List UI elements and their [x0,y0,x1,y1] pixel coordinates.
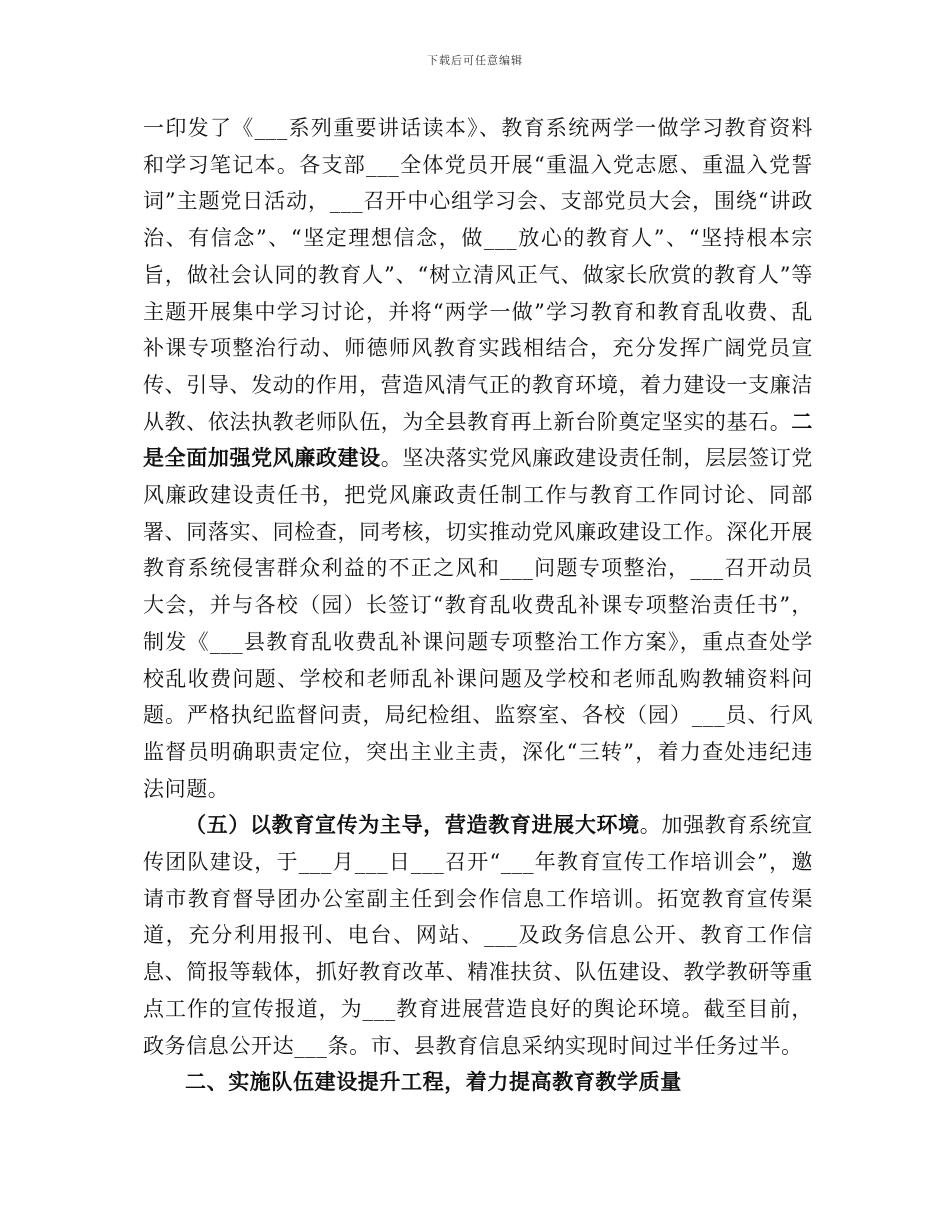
paragraph-text: 。加强教育系统宣传团队建设，于___月___日___召开“___年教育宣传工作培训会”，邀请市教育督导团办公室副主任到会作信息工作培训。拓宽教育宣传渠道，充分利用报刊、电台、网站、___及政务信息公开、教育工作信息、简报等载体，抓好教育改革、精准扶贫、队伍建设、教学教研等重点工作的宣传报道，为___教育进展营造良好的舆论环境。截至目前，政务信息公开达___条。市、县教育信息采纳实现时间过半任务过半。 [143,813,813,1058]
page-header: 下载后可任意编辑 [427,54,523,67]
paragraph-education-publicity [143,807,813,1064]
document-body [143,110,813,1101]
paragraph-party-building [143,110,813,807]
section-heading-two: 二、实施队伍建设提升工程，着力提高教育教学质量 [185,1069,682,1095]
paragraph-text: 一印发了《___系列重要讲话读本》、教育系统两学一做学习教育资料和学习笔记本。各支部___全体党员开展“重温入党志愿、重温入党誓词”主题党日活动，___召开中心组学习会、支部党员大会，围绕“讲政治、有信念”、“坚定理想信念，做___放心的教育人”、“坚持根本宗旨，做社会认同的教育人”、“树立清风正气、做家长欣赏的教育人”等主题开展集中学习讨论，并将“两学一做”学习教育和教育乱收费、乱补课专项整治行动、师德师风教育实践相结合，充分发挥广阔党员宣传、引导、发动的作用，营造风清气正的教育环境，着力建设一支廉洁从教、依法执教老师队伍，为全县教育再上新台阶奠定坚实的基石。 [143,116,813,434]
bold-subheading: 二是全面加强党风廉政建设 [143,408,813,471]
paragraph-text-continued: 。坚决落实党风廉政建设责任制，层层签订党风廉政建设责任书，把党风廉政责任制工作与教育工作同讨论、同部署、同落实、同检查，同考核，切实推动党风廉政建设工作。深化开展教育系统侵害群众利益的不正之风和___问题专项整治，___召开动员大会，并与各校（园）长签订“教育乱收费乱补课专项整治责任书”，制发《___县教育乱收费乱补课问题专项整治工作方案》，重点查处学校乱收费问题、学校和老师乱补课问题及学校和老师乱购教辅资料问题。严格执纪监督问责，局纪检组、监察室、各校（园）___员、行风监督员明确职责定位，突出主业主责，深化“三转”，着力查处违纪违法问题。 [143,446,813,801]
section-heading-five: （五）以教育宣传为主导，营造教育进展大环境 [185,812,640,838]
